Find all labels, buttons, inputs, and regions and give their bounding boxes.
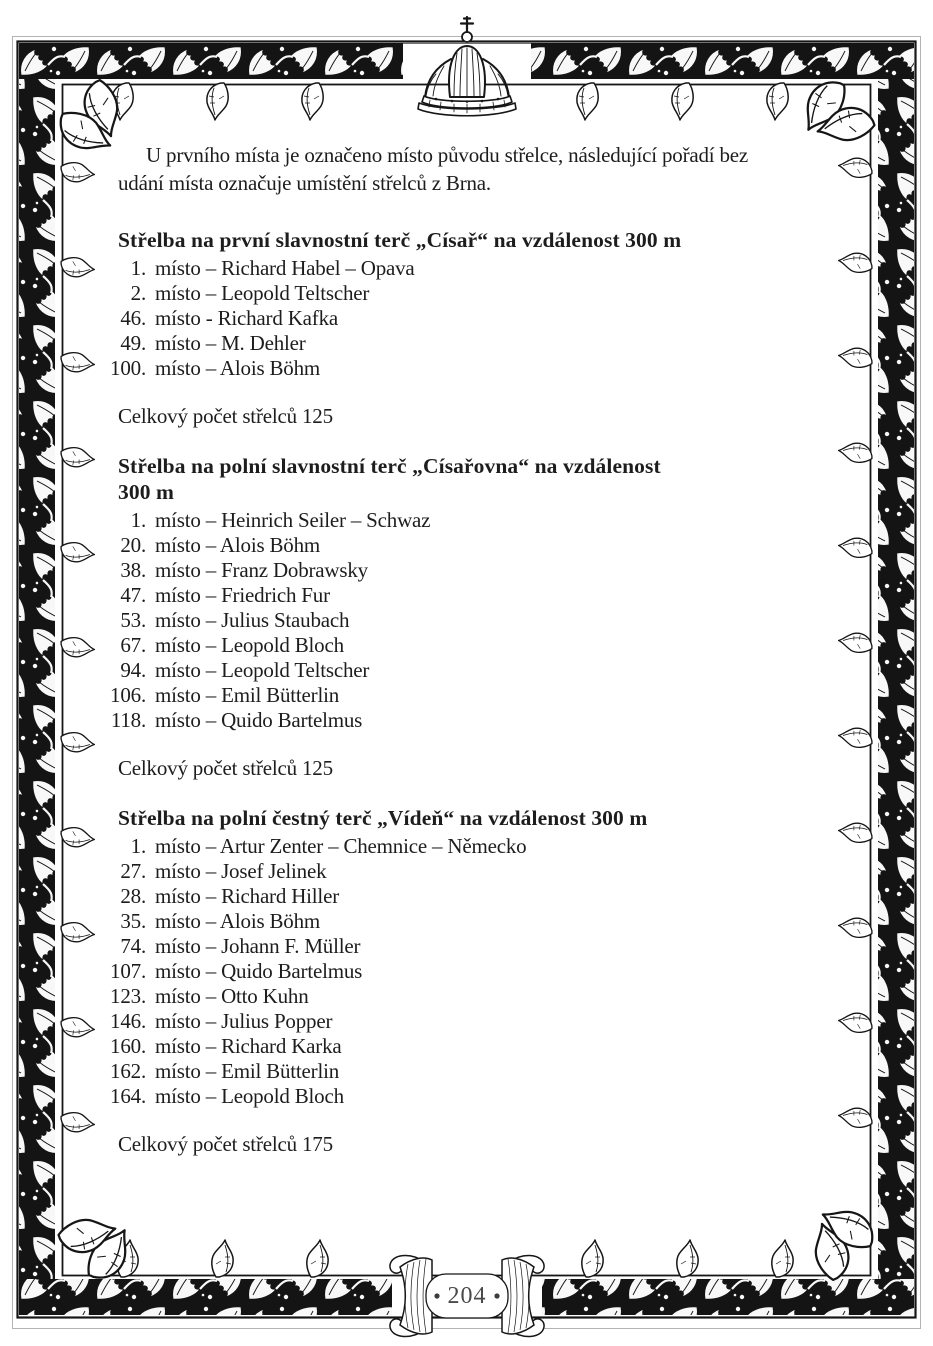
place-entry: místo – Richard Karka <box>155 1034 342 1058</box>
result-row <box>100 583 824 608</box>
results-list <box>100 508 824 733</box>
place-entry: místo – Franz Dobrawsky <box>155 558 368 582</box>
place-number: 106. <box>110 683 146 707</box>
result-row <box>100 1034 824 1059</box>
place-number: 1. <box>130 256 146 280</box>
place-number: 160. <box>110 1034 146 1058</box>
place-entry: místo – Emil Bütterlin <box>155 1059 340 1083</box>
place-entry: místo – Quido Bartelmus <box>155 708 363 732</box>
result-row <box>100 633 824 658</box>
section-heading <box>118 453 824 505</box>
result-row <box>100 1084 824 1109</box>
result-row <box>100 658 824 683</box>
place-entry: místo – Julius Popper <box>155 1009 333 1033</box>
result-row <box>100 959 824 984</box>
place-entry: místo – Emil Bütterlin <box>155 683 340 707</box>
place-number: 35. <box>120 909 146 933</box>
total-shooters-line: Celkový počet střelců 175 <box>118 1132 333 1156</box>
result-row <box>100 683 824 708</box>
result-row <box>100 331 824 356</box>
place-number: 118. <box>110 708 146 732</box>
place-number: 53. <box>120 608 146 632</box>
result-row <box>100 356 824 381</box>
result-row <box>100 1009 824 1034</box>
place-entry: místo – Josef Jelinek <box>155 859 327 883</box>
place-number: 27. <box>120 859 146 883</box>
result-row <box>100 1059 824 1084</box>
result-row <box>100 558 824 583</box>
place-number: 123. <box>110 984 146 1008</box>
place-entry: místo – Leopold Teltscher <box>155 281 370 305</box>
place-entry: místo – Alois Böhm <box>155 533 321 557</box>
place-number: 1. <box>130 834 146 858</box>
section-heading-line: Střelba na první slavnostní terč „Císař“ na vzdálenost 300 m <box>118 228 682 252</box>
shooting-section <box>110 453 824 781</box>
place-entry: místo – M. Dehler <box>155 331 306 355</box>
result-row <box>100 834 824 859</box>
results-list <box>100 256 824 381</box>
shooting-section <box>110 227 824 429</box>
place-entry: místo - Richard Kafka <box>155 306 338 330</box>
result-row <box>100 909 824 934</box>
place-entry: místo – Alois Böhm <box>155 909 321 933</box>
place-entry: místo – Julius Staubach <box>155 608 350 632</box>
section-heading-line: Střelba na polní čestný terč „Vídeň“ na vzdálenost 300 m <box>118 806 648 830</box>
result-row <box>100 859 824 884</box>
shooting-section <box>110 805 824 1157</box>
result-row <box>100 533 824 558</box>
place-entry: místo – Alois Böhm <box>155 356 321 380</box>
intro-line: udání místa označuje umístění střelců z Brna. <box>118 171 491 195</box>
place-entry: místo – Leopold Bloch <box>155 1084 344 1108</box>
total-shooters-line: Celkový počet střelců 125 <box>118 756 333 780</box>
result-row <box>100 281 824 306</box>
place-entry: místo – Leopold Teltscher <box>155 658 370 682</box>
place-entry: místo – Johann F. Müller <box>155 934 361 958</box>
place-number: 20. <box>120 533 146 557</box>
result-row <box>100 984 824 1009</box>
place-number: 2. <box>130 281 146 305</box>
place-number: 49. <box>120 331 146 355</box>
place-entry: místo – Quido Bartelmus <box>155 959 363 983</box>
place-number: 28. <box>120 884 146 908</box>
place-entry: místo – Friedrich Fur <box>155 583 330 607</box>
place-number: 46. <box>120 306 146 330</box>
place-number: 164. <box>110 1084 146 1108</box>
section-heading <box>118 227 824 253</box>
results-list <box>100 834 824 1109</box>
place-number: 100. <box>110 356 146 380</box>
section-heading-line: Střelba na polní slavnostní terč „Císařovna“ na vzdálenost <box>118 454 661 478</box>
section-heading-line: 300 m <box>118 480 175 504</box>
result-row <box>100 884 824 909</box>
place-entry: místo – Otto Kuhn <box>155 984 309 1008</box>
result-row <box>100 934 824 959</box>
place-number: 74. <box>120 934 146 958</box>
place-number: 94. <box>120 658 146 682</box>
place-entry: místo – Richard Habel – Opava <box>155 256 415 280</box>
place-number: 47. <box>120 583 146 607</box>
place-number: 1. <box>130 508 146 532</box>
section-heading <box>118 805 824 831</box>
place-number: 162. <box>110 1059 146 1083</box>
page-number: 204 <box>447 1283 487 1309</box>
place-entry: místo – Richard Hiller <box>155 884 339 908</box>
place-number: 38. <box>120 558 146 582</box>
place-entry: místo – Leopold Bloch <box>155 633 344 657</box>
place-number: 67. <box>120 633 146 657</box>
result-row <box>100 708 824 733</box>
imperial-crown-icon <box>403 17 531 116</box>
result-row <box>100 608 824 633</box>
page-content <box>110 141 824 1181</box>
place-number: 146. <box>110 1009 146 1033</box>
result-row <box>100 306 824 331</box>
place-entry: místo – Artur Zenter – Chemnice – Německo <box>155 834 527 858</box>
place-entry: místo – Heinrich Seiler – Schwaz <box>155 508 431 532</box>
total-shooters-line: Celkový počet střelců 125 <box>118 404 333 428</box>
results-sections <box>110 227 824 1157</box>
result-row <box>100 256 824 281</box>
result-row <box>100 508 824 533</box>
place-number: 107. <box>110 959 146 983</box>
intro-paragraph <box>118 141 824 197</box>
intro-line: U prvního místa je označeno místo původu střelce, následující pořadí bez <box>146 143 749 167</box>
